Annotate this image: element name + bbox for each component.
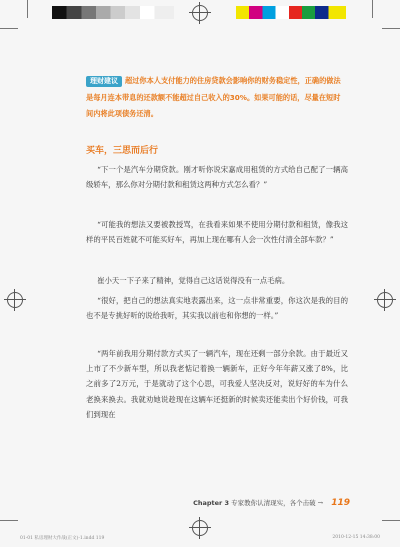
crop-mark [382, 520, 400, 521]
paragraph: “可能我的想法又要被教授骂，在我看来如果不使用分期付款和租赁，像我这样的平民百姓就不可能买好车，再加上现在哪有人会一次性付清全部车款？” [86, 220, 348, 245]
registration-mark-left [7, 292, 23, 308]
print-slug-date: 2010-12-15 14:38:00 [332, 535, 380, 540]
registration-mark-top [192, 5, 208, 21]
chapter-label: Chapter 3 [193, 499, 230, 507]
registration-mark-right [377, 292, 393, 308]
print-slug-file: 01-01 私房理财大作战(正文)-1.indd 119 [20, 536, 105, 541]
finance-advice-box [86, 73, 346, 123]
arrow-icon: → [317, 499, 324, 507]
crop-mark [0, 28, 18, 29]
crop-mark [0, 520, 18, 521]
page-number: 119 [331, 498, 350, 508]
paragraph: “下一个是汽车分期贷款。刚才听你说宋嘉成用租赁的方式给自己配了一辆高级轿车，那么你对分期付款和租赁这两种方式怎么看？” [86, 165, 348, 190]
color-bar [52, 6, 174, 19]
paragraph: 崔小天一下子来了精神，觉得自己这话说得没有一点毛病。 [97, 276, 290, 285]
crop-mark [27, 0, 28, 18]
advice-tag: 理财建议 [86, 76, 122, 87]
paragraph: “两年前我用分期付款方式买了一辆汽车，现在还剩一部分余款。由于最近又上市了不少新车型，所以我老惦记着换一辆新车，正好今年年薪又涨了8%，比之前多了2万元，于是就动了这个心思，可我爱人坚决反对，说好好的车为什么老换来换去。我就劝她说趁现在这辆车还挺新的时候卖还能卖出个好价钱，可我们到现在 [86, 349, 348, 419]
registration-mark-bottom [192, 520, 208, 536]
page-footer [0, 498, 350, 508]
paragraph: “很好，把自己的想法真实地表露出来，这一点非常重要，你这次是我的目的也不是专挑好听的说给我听，其实我以前也和你想的一样。” [86, 296, 348, 321]
section-heading: 买车，三思而后行 [86, 146, 159, 156]
crop-mark [382, 28, 400, 29]
chapter-title: 专家教你认清现实，各个击破 [231, 499, 316, 507]
color-bar-right [236, 6, 346, 19]
crop-mark [372, 0, 373, 18]
advice-text: 超过你本人支付能力的住房贷款会影响你的财务稳定性，正确的做法是每月连本带息的还款额不能超过自己收入的30%。如果可能的话，尽量在短时间内将此项债务还清。 [86, 76, 341, 118]
